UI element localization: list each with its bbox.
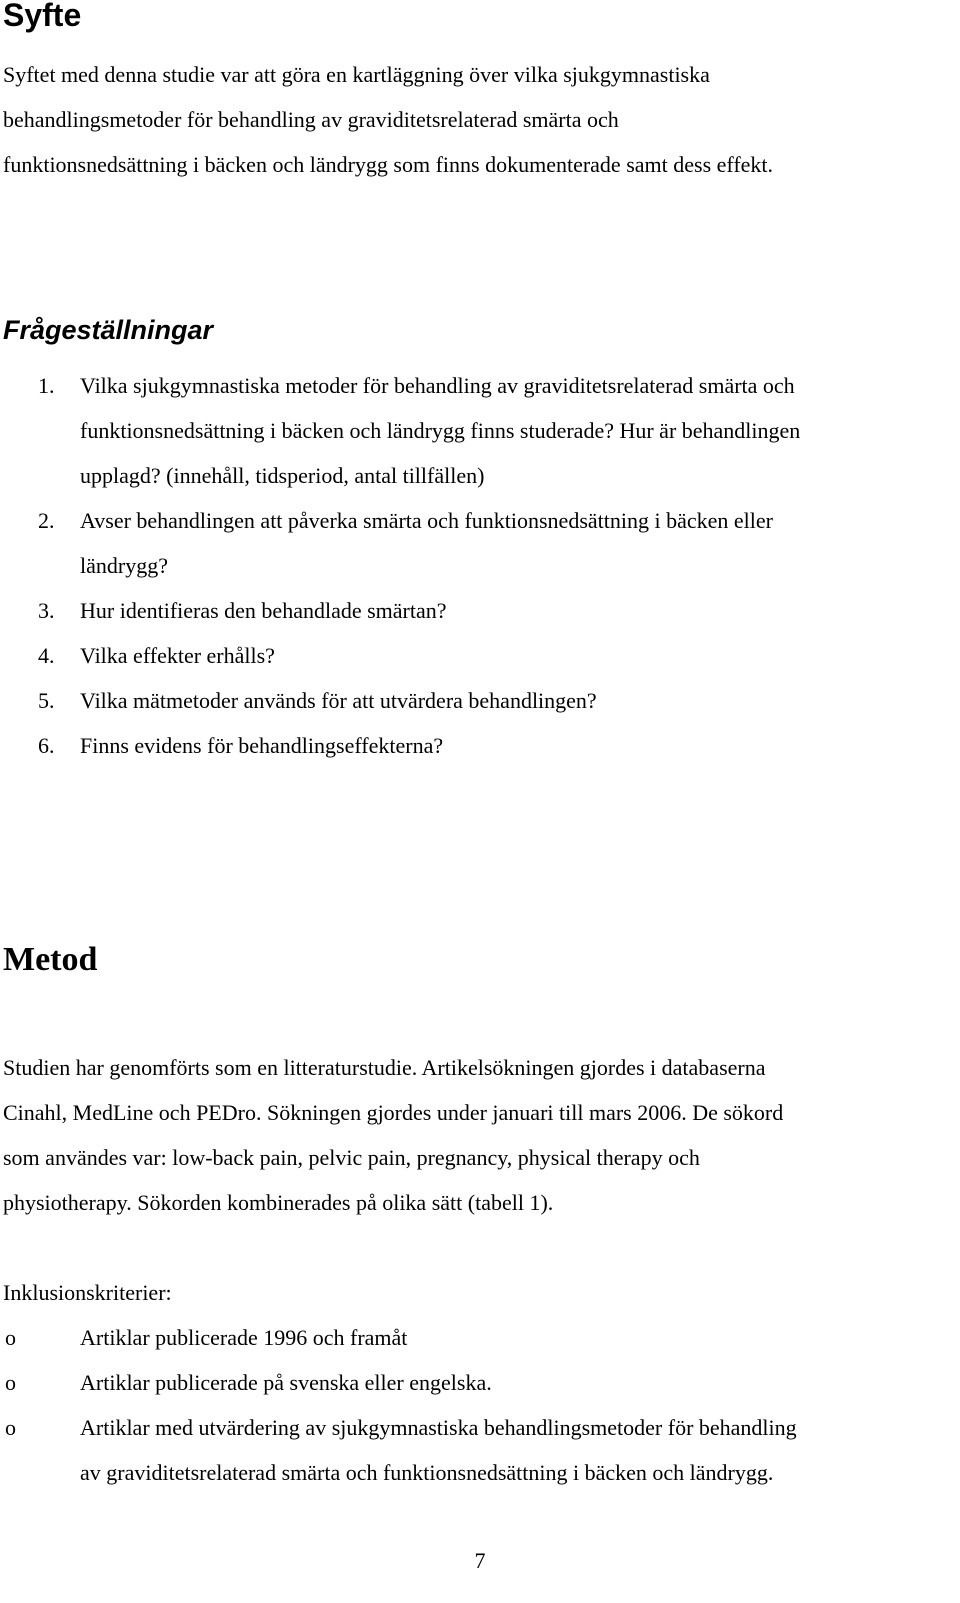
list-item-number: 2.: [38, 508, 55, 533]
syfte-line: Syftet med denna studie var att göra en kartläggning över vilka sjukgymnastiska: [3, 62, 710, 87]
metod-line: physiotherapy. Sökorden kombinerades på olika sätt (tabell 1).: [3, 1190, 554, 1215]
list-item-line: Avser behandlingen att påverka smärta och funktionsnedsättning i bäcken eller: [80, 508, 773, 533]
inklusionskriterier-list: [0, 1315, 950, 1495]
list-item: [0, 363, 950, 498]
list-item: [0, 498, 950, 588]
list-item: [0, 633, 950, 678]
list-item-line: upplagd? (innehåll, tidsperiod, antal tillfällen): [80, 463, 485, 488]
page-number: 7: [474, 1548, 486, 1573]
list-item-line: Artiklar publicerade på svenska eller engelska.: [80, 1370, 492, 1395]
metod-paragraph: [3, 1045, 948, 1225]
list-bullet: o: [5, 1415, 16, 1440]
syfte-line: funktionsnedsättning i bäcken och ländrygg som finns dokumenterade samt dess effekt.: [3, 152, 774, 177]
syfte-line: behandlingsmetoder för behandling av graviditetsrelaterad smärta och: [3, 107, 619, 132]
list-item-line: Artiklar publicerade 1996 och framåt: [80, 1325, 408, 1350]
list-item-line: ländrygg?: [80, 553, 168, 578]
list-item-line: Artiklar med utvärdering av sjukgymnastiska behandlingsmetoder för behandling: [80, 1415, 797, 1440]
list-item-line: Vilka effekter erhålls?: [80, 643, 275, 668]
heading-metod: Metod: [3, 941, 98, 978]
metod-line: Cinahl, MedLine och PEDro. Sökningen gjordes under januari till mars 2006. De sökord: [3, 1100, 784, 1125]
list-item: [0, 588, 950, 633]
list-item-line: av graviditetsrelaterad smärta och funktionsnedsättning i bäcken och ländrygg.: [80, 1460, 774, 1485]
metod-line: Studien har genomförts som en litteraturstudie. Artikelsökningen gjordes i databaserna: [3, 1055, 766, 1080]
list-item: [0, 1405, 950, 1495]
heading-fragestallningar: Frågeställningar: [3, 315, 214, 345]
fragestallningar-list: [0, 363, 950, 768]
list-item-number: 6.: [38, 733, 55, 758]
list-item-line: Vilka sjukgymnastiska metoder för behandling av graviditetsrelaterad smärta och: [80, 373, 795, 398]
list-item: [0, 678, 950, 723]
metod-line: som användes var: low-back pain, pelvic pain, pregnancy, physical therapy och: [3, 1145, 700, 1170]
list-bullet: o: [5, 1370, 16, 1395]
list-item: [0, 1315, 950, 1360]
list-item-line: Hur identifieras den behandlade smärtan?: [80, 598, 447, 623]
list-item-number: 3.: [38, 598, 55, 623]
syfte-paragraph: [3, 52, 948, 187]
heading-syfte: Syfte: [3, 0, 82, 33]
list-item-line: Vilka mätmetoder används för att utvärdera behandlingen?: [80, 688, 597, 713]
list-item: [0, 723, 950, 768]
list-item: [0, 1360, 950, 1405]
list-item-number: 4.: [38, 643, 55, 668]
list-item-line: funktionsnedsättning i bäcken och ländrygg finns studerade? Hur är behandlingen: [80, 418, 801, 443]
inklusionskriterier-label: Inklusionskriterier:: [3, 1280, 172, 1305]
list-item-number: 1.: [38, 373, 55, 398]
list-item-line: Finns evidens för behandlingseffekterna?: [80, 733, 444, 758]
list-bullet: o: [5, 1325, 16, 1350]
list-item-number: 5.: [38, 688, 55, 713]
